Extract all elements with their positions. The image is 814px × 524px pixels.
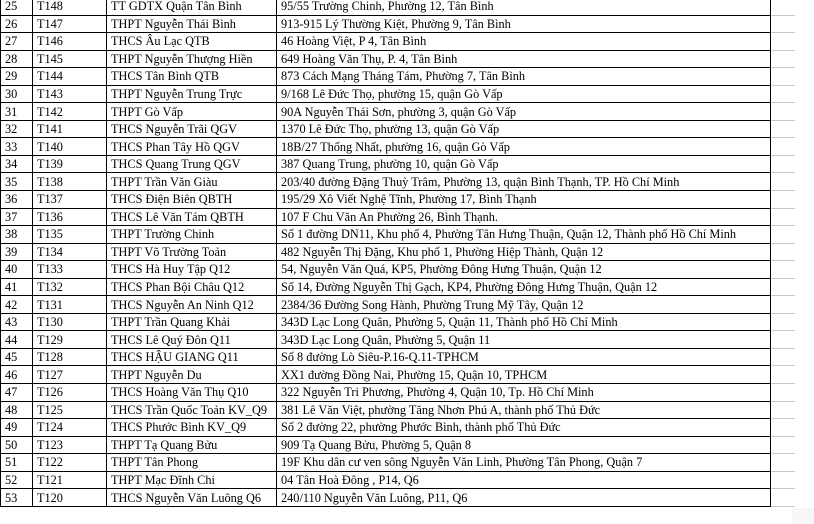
row-number-cell[interactable]: 41 — [1, 278, 33, 296]
code-cell[interactable]: T128 — [33, 348, 107, 366]
school-name-cell[interactable]: THPT Gò Vấp — [107, 103, 277, 121]
row-number-cell[interactable]: 36 — [1, 191, 33, 209]
empty-cell[interactable] — [771, 436, 796, 454]
table-row — [1, 366, 796, 384]
code-cell[interactable]: T142 — [33, 103, 107, 121]
table-row — [1, 155, 796, 173]
row-number-cell[interactable]: 43 — [1, 313, 33, 331]
empty-cell[interactable] — [771, 331, 796, 349]
code-cell[interactable]: T126 — [33, 384, 107, 402]
row-number-cell[interactable]: 34 — [1, 155, 33, 173]
empty-cell[interactable] — [771, 85, 796, 103]
school-name-cell[interactable]: THCS Tân Bình QTB — [107, 68, 277, 86]
row-number-cell[interactable]: 48 — [1, 401, 33, 419]
row-number-cell[interactable]: 49 — [1, 419, 33, 437]
table-row — [1, 296, 796, 314]
school-name-cell[interactable]: THCS Phan Bội Châu Q12 — [107, 278, 277, 296]
table-row — [1, 419, 796, 437]
table-row — [1, 384, 796, 402]
row-number-cell[interactable]: 47 — [1, 384, 33, 402]
empty-cell[interactable] — [771, 33, 796, 51]
table-row — [1, 471, 796, 489]
code-cell[interactable]: T138 — [33, 173, 107, 191]
address-cell[interactable]: 343D Lạc Long Quân, Phường 5, Quận 11 — [277, 331, 771, 349]
table-row — [1, 173, 796, 191]
table-row — [1, 191, 796, 209]
address-cell[interactable]: Số 2 đường 22, phường Phước Bình, thành phố Thủ Đức — [277, 419, 771, 437]
school-name-cell[interactable]: THCS Nguyễn Trãi QGV — [107, 120, 277, 138]
row-number-cell[interactable]: 39 — [1, 243, 33, 261]
code-cell[interactable]: T139 — [33, 155, 107, 173]
row-number-cell[interactable]: 52 — [1, 471, 33, 489]
table-row — [1, 138, 796, 156]
table-row — [1, 208, 796, 226]
empty-cell[interactable] — [771, 384, 796, 402]
empty-cell[interactable] — [771, 261, 796, 279]
code-cell[interactable]: T121 — [33, 471, 107, 489]
address-cell[interactable]: 19F Khu dân cư ven sông Nguyễn Văn Linh, Phường Tân Phong, Quận 7 — [277, 454, 771, 472]
table-row — [1, 120, 796, 138]
school-name-cell[interactable]: THCS Hà Huy Tập Q12 — [107, 261, 277, 279]
row-number-cell[interactable]: 29 — [1, 68, 33, 86]
row-number-cell[interactable]: 38 — [1, 226, 33, 244]
code-cell[interactable]: T127 — [33, 366, 107, 384]
school-name-cell[interactable]: THPT Tân Phong — [107, 454, 277, 472]
table-row — [1, 436, 796, 454]
row-number-cell[interactable]: 37 — [1, 208, 33, 226]
school-name-cell[interactable]: THCS Lê Văn Tám QBTH — [107, 208, 277, 226]
school-name-cell[interactable]: THCS Trần Quốc Toản KV_Q9 — [107, 401, 277, 419]
code-cell[interactable]: T134 — [33, 243, 107, 261]
table-row — [1, 278, 796, 296]
row-number-cell[interactable]: 53 — [1, 489, 33, 507]
empty-cell[interactable] — [771, 50, 796, 68]
address-cell[interactable]: 9/168 Lê Đức Thọ, phường 15, quận Gò Vấp — [277, 85, 771, 103]
table-row — [1, 68, 796, 86]
code-cell[interactable]: T148 — [33, 0, 107, 15]
address-cell[interactable]: Số 1 đường DN11, Khu phố 4, Phường Tân Hưng Thuận, Quận 12, Thành phố Hồ Chí Minh — [277, 226, 771, 244]
code-cell[interactable]: T141 — [33, 120, 107, 138]
address-cell[interactable]: 203/40 đường Đặng Thuỳ Trâm, Phường 13, quận Bình Thạnh, TP. Hồ Chí Minh — [277, 173, 771, 191]
empty-cell[interactable] — [771, 348, 796, 366]
table-row — [1, 261, 796, 279]
address-cell[interactable]: 2384/36 Đường Song Hành, Phường Trung Mỹ Tây, Quận 12 — [277, 296, 771, 314]
school-name-cell[interactable]: THCS Nguyễn Văn Luông Q6 — [107, 489, 277, 507]
code-cell[interactable]: T136 — [33, 208, 107, 226]
code-cell[interactable]: T125 — [33, 401, 107, 419]
address-cell[interactable]: XX1 đường Đồng Nai, Phường 15, Quận 10, TPHCM — [277, 366, 771, 384]
address-cell[interactable]: Số 8 đường Lò Siêu-P.16-Q.11-TPHCM — [277, 348, 771, 366]
table-row — [1, 489, 796, 507]
empty-cell[interactable] — [771, 15, 796, 33]
code-cell[interactable]: T143 — [33, 85, 107, 103]
address-cell[interactable]: 195/29 Xô Viết Nghệ Tĩnh, Phường 17, Bình Thạnh — [277, 191, 771, 209]
school-name-cell[interactable]: THPT Võ Trường Toản — [107, 243, 277, 261]
code-cell[interactable]: T131 — [33, 296, 107, 314]
code-cell[interactable]: T137 — [33, 191, 107, 209]
empty-cell[interactable] — [771, 191, 796, 209]
empty-cell[interactable] — [771, 471, 796, 489]
empty-cell[interactable] — [771, 173, 796, 191]
empty-cell[interactable] — [771, 401, 796, 419]
table-row — [1, 15, 796, 33]
status-corner — [792, 508, 814, 524]
school-name-cell[interactable]: THPT Nguyễn Thái Bình — [107, 15, 277, 33]
school-name-cell[interactable]: THCS Quang Trung QGV — [107, 155, 277, 173]
address-cell[interactable]: 1370 Lê Đức Thọ, phường 13, quận Gò Vấp — [277, 120, 771, 138]
code-cell[interactable]: T120 — [33, 489, 107, 507]
empty-cell[interactable] — [771, 208, 796, 226]
row-number-cell[interactable]: 30 — [1, 85, 33, 103]
school-name-cell[interactable]: THPT Trường Chinh — [107, 226, 277, 244]
row-number-cell[interactable]: 45 — [1, 348, 33, 366]
address-cell[interactable]: 482 Nguyễn Thị Đặng, Khu phố 1, Phường Hiệp Thành, Quận 12 — [277, 243, 771, 261]
school-name-cell[interactable]: THPT Trần Quang Khải — [107, 313, 277, 331]
empty-cell[interactable] — [771, 419, 796, 437]
address-cell[interactable]: 240/110 Nguyễn Văn Luông, P11, Q6 — [277, 489, 771, 507]
address-cell[interactable]: 322 Nguyễn Tri Phương, Phường 4, Quận 10, Tp. Hồ Chí Minh — [277, 384, 771, 402]
table-row — [1, 50, 796, 68]
code-cell[interactable]: T122 — [33, 454, 107, 472]
empty-cell[interactable] — [771, 243, 796, 261]
row-number-cell[interactable]: 33 — [1, 138, 33, 156]
code-cell[interactable]: T144 — [33, 68, 107, 86]
row-number-cell[interactable]: 42 — [1, 296, 33, 314]
empty-cell[interactable] — [771, 0, 796, 15]
code-cell[interactable]: T133 — [33, 261, 107, 279]
empty-cell[interactable] — [771, 489, 796, 507]
code-cell[interactable]: T145 — [33, 50, 107, 68]
address-cell[interactable]: 913-915 Lý Thường Kiệt, Phường 9, Tân Bình — [277, 15, 771, 33]
school-name-cell[interactable]: THCS Hoàng Văn Thụ Q10 — [107, 384, 277, 402]
table-row — [1, 226, 796, 244]
code-cell[interactable]: T140 — [33, 138, 107, 156]
address-cell[interactable]: 04 Tân Hoà Đông , P14, Q6 — [277, 471, 771, 489]
code-cell[interactable]: T146 — [33, 33, 107, 51]
code-cell[interactable]: T124 — [33, 419, 107, 437]
row-number-cell[interactable]: 32 — [1, 120, 33, 138]
table-row — [1, 313, 796, 331]
school-name-cell[interactable]: THPT Trần Văn Giàu — [107, 173, 277, 191]
address-cell[interactable]: 649 Hoàng Văn Thụ, P. 4, Tân Bình — [277, 50, 771, 68]
school-name-cell[interactable]: THCS Lê Quý Đôn Q11 — [107, 331, 277, 349]
school-name-cell[interactable]: THPT Nguyễn Thượng Hiền — [107, 50, 277, 68]
table-row — [1, 33, 796, 51]
code-cell[interactable]: T147 — [33, 15, 107, 33]
row-number-cell[interactable]: 40 — [1, 261, 33, 279]
school-name-cell[interactable]: THCS Phước Bình KV_Q9 — [107, 419, 277, 437]
empty-cell[interactable] — [771, 226, 796, 244]
table-row — [1, 454, 796, 472]
table-row — [1, 348, 796, 366]
row-number-cell[interactable]: 50 — [1, 436, 33, 454]
table-row — [1, 243, 796, 261]
address-cell[interactable]: 387 Quang Trung, phường 10, quận Gò Vấp — [277, 155, 771, 173]
row-number-cell[interactable]: 35 — [1, 173, 33, 191]
address-cell[interactable]: 381 Lê Văn Việt, phường Tăng Nhơn Phú A, thành phố Thủ Đức — [277, 401, 771, 419]
school-name-cell[interactable]: THPT Mạc Đĩnh Chi — [107, 471, 277, 489]
empty-cell[interactable] — [771, 68, 796, 86]
address-cell[interactable]: 46 Hoàng Việt, P 4, Tân Bình — [277, 33, 771, 51]
school-name-cell[interactable]: THCS Điện Biên QBTH — [107, 191, 277, 209]
address-cell[interactable]: 873 Cách Mạng Tháng Tám, Phường 7, Tân Bình — [277, 68, 771, 86]
empty-cell[interactable] — [771, 138, 796, 156]
row-number-cell[interactable]: 46 — [1, 366, 33, 384]
code-cell[interactable]: T132 — [33, 278, 107, 296]
row-number-cell[interactable]: 51 — [1, 454, 33, 472]
school-name-cell[interactable]: THPT Nguyễn Trung Trực — [107, 85, 277, 103]
row-number-cell[interactable]: 28 — [1, 50, 33, 68]
table-body — [1, 0, 796, 506]
empty-cell[interactable] — [771, 120, 796, 138]
school-name-cell[interactable]: THCS Âu Lạc QTB — [107, 33, 277, 51]
school-name-cell[interactable]: THCS HẬU GIANG Q11 — [107, 348, 277, 366]
address-cell[interactable]: 90A Nguyễn Thái Sơn, phường 3, quận Gò Vấp — [277, 103, 771, 121]
school-name-cell[interactable]: THPT Nguyễn Du — [107, 366, 277, 384]
row-number-cell[interactable]: 44 — [1, 331, 33, 349]
empty-cell[interactable] — [771, 278, 796, 296]
address-cell[interactable]: 909 Tạ Quang Bửu, Phường 5, Quận 8 — [277, 436, 771, 454]
table-row — [1, 401, 796, 419]
code-cell[interactable]: T135 — [33, 226, 107, 244]
row-number-cell[interactable]: 27 — [1, 33, 33, 51]
school-name-cell[interactable]: THCS Phan Tây Hồ QGV — [107, 138, 277, 156]
school-name-cell[interactable]: THPT Tạ Quang Bửu — [107, 436, 277, 454]
code-cell[interactable]: T129 — [33, 331, 107, 349]
row-number-cell[interactable]: 26 — [1, 15, 33, 33]
empty-cell[interactable] — [771, 313, 796, 331]
table-row — [1, 85, 796, 103]
empty-cell[interactable] — [771, 155, 796, 173]
address-cell[interactable]: 343D Lạc Long Quân, Phường 5, Quận 11, Thành phố Hồ Chí Minh — [277, 313, 771, 331]
address-cell[interactable]: 95/55 Trường Chinh, Phường 12, Tân Bình — [277, 0, 771, 15]
table-row — [1, 331, 796, 349]
row-number-cell[interactable]: 31 — [1, 103, 33, 121]
table-row — [1, 0, 796, 15]
address-cell[interactable]: 18B/27 Thống Nhất, phường 16, quận Gò Vấp — [277, 138, 771, 156]
address-cell[interactable]: 107 F Chu Văn An Phường 26, Bình Thạnh. — [277, 208, 771, 226]
school-name-cell[interactable]: THCS Nguyễn An Ninh Q12 — [107, 296, 277, 314]
address-cell[interactable]: Số 14, Đường Nguyễn Thị Gạch, KP4, Phường Đông Hưng Thuận, Quận 12 — [277, 278, 771, 296]
empty-cell[interactable] — [771, 103, 796, 121]
code-cell[interactable]: T130 — [33, 313, 107, 331]
empty-cell[interactable] — [771, 296, 796, 314]
empty-cell[interactable] — [771, 366, 796, 384]
address-cell[interactable]: 54, Nguyễn Văn Quá, KP5, Phường Đông Hưng Thuận, Quận 12 — [277, 261, 771, 279]
empty-cell[interactable] — [771, 454, 796, 472]
table-row — [1, 103, 796, 121]
code-cell[interactable]: T123 — [33, 436, 107, 454]
row-number-cell[interactable]: 25 — [1, 0, 33, 15]
school-name-cell[interactable]: TT GDTX Quận Tân Bình — [107, 0, 277, 15]
